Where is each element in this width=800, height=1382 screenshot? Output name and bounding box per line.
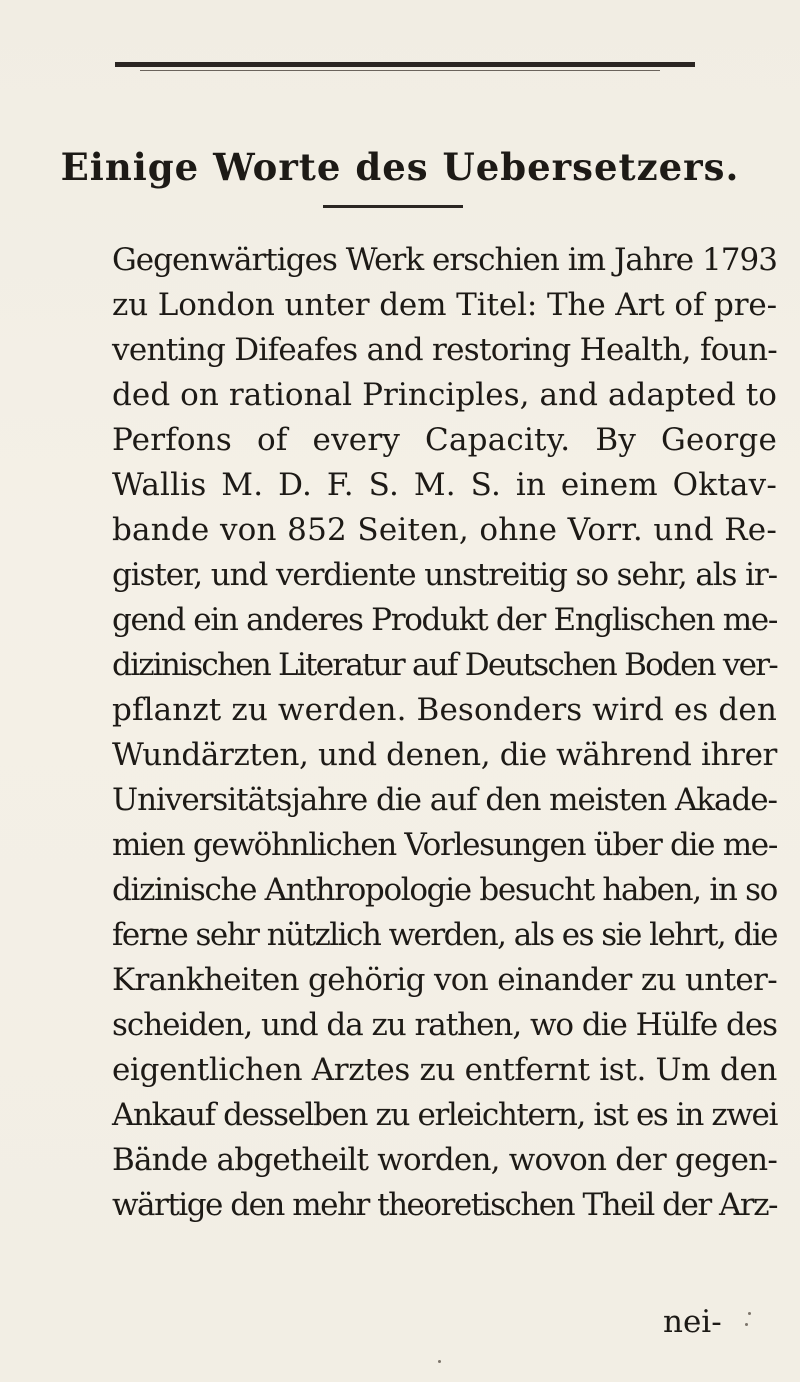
text-line: dizinischen Literatur auf Deutschen Boden ver- bbox=[112, 647, 777, 683]
text-line: Perfons of every Capacity. By George bbox=[112, 422, 777, 458]
text-line: Wundärzten, und denen, die während ihrer bbox=[112, 737, 777, 773]
text-line: scheiden, und da zu rathen, wo die Hülfe des bbox=[112, 1007, 777, 1043]
text-line: Gegenwärtiges Werk erschien im Jahre 1793 bbox=[112, 242, 777, 278]
text-line: Bände abgetheilt worden, wovon der gegen- bbox=[112, 1142, 777, 1178]
paper-speck bbox=[745, 1323, 748, 1326]
text-line: dizinische Anthropologie besucht haben, in so bbox=[112, 872, 777, 908]
heading-rule bbox=[323, 205, 463, 208]
top-rule bbox=[115, 62, 695, 67]
text-line: Krankheiten gehörig von einander zu unter- bbox=[112, 962, 777, 998]
text-line: ded on rational Principles, and adapted to bbox=[112, 377, 777, 413]
text-line: venting Difeafes and restoring Health, foun- bbox=[112, 332, 777, 368]
paper-speck bbox=[748, 1312, 751, 1315]
text-line: Wallis M. D. F. S. M. S. in einem Oktav- bbox=[112, 467, 777, 503]
top-rule-thin bbox=[140, 70, 660, 71]
catchword: nei- bbox=[663, 1304, 722, 1340]
text-line: zu London unter dem Titel: The Art of pre- bbox=[112, 287, 777, 323]
text-line: gister, und verdiente unstreitig so sehr, als ir- bbox=[112, 557, 777, 593]
text-line: bande von 852 Seiten, ohne Vorr. und Re- bbox=[112, 512, 777, 548]
text-line: wärtige den mehr theoretischen Theil der Arz- bbox=[112, 1187, 777, 1223]
text-line: pflanzt zu werden. Besonders wird es den bbox=[112, 692, 777, 728]
text-line: eigentlichen Arztes zu entfernt ist. Um den bbox=[112, 1052, 777, 1088]
text-line: gend ein anderes Produkt der Englischen me- bbox=[112, 602, 777, 638]
page-heading: Einige Worte des Uebersetzers. bbox=[60, 145, 740, 189]
text-line: Ankauf desselben zu erleichtern, ist es in zwei bbox=[112, 1097, 777, 1133]
text-line: Universitätsjahre die auf den meisten Akade- bbox=[112, 782, 777, 818]
paper-speck bbox=[438, 1360, 441, 1363]
text-line: mien gewöhnlichen Vorlesungen über die me- bbox=[112, 827, 777, 863]
text-line: ferne sehr nützlich werden, als es sie lehrt, die bbox=[112, 917, 777, 953]
